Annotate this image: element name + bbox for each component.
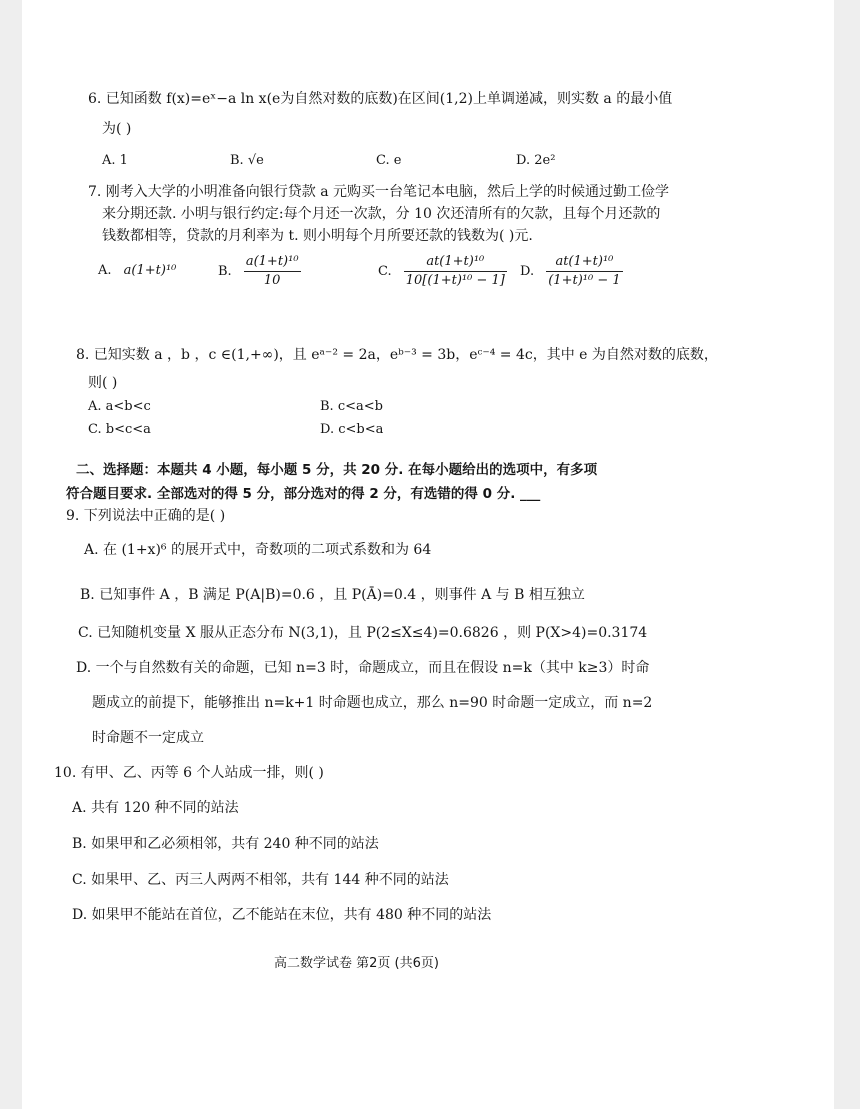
q9-stem: 9. 下列说法中正确的是( ) [66,508,226,524]
q7-option-c [378,253,507,290]
q7-option-a [98,262,176,280]
q8-option-b: B. c<a<b [320,399,383,414]
q7-option-b-numerator: a(1+t)¹⁰ [244,253,301,272]
q10-option-a: A. 共有 120 种不同的站法 [72,800,239,816]
q8-option-d: D. c<b<a [320,422,384,437]
q6-line1: 6. 已知函数 f(x)=eˣ−a ln x(e为自然对数的底数)在区间(1,2)上单调递减，则实数 a 的最小值 [88,91,673,107]
q8-line2: 则( ) [88,375,118,391]
q9-option-d-line1: D. 一个与自然数有关的命题，已知 n=3 时，命题成立，而且在假设 n=k（其中 k≥3）时命 [76,660,650,676]
q7-option-b-label: B. [218,264,232,279]
q10-stem: 10. 有甲、乙、丙等 6 个人站成一排，则( ) [54,765,324,781]
section2-line2: 符合题目要求. 全部选对的得 5 分，部分选对的得 2 分，有选错的得 0 分. ___ [66,486,541,502]
q7-option-c-denominator: 10[(1+t)¹⁰ − 1] [405,273,505,288]
q7-option-a-label: A. [98,263,112,278]
q7-option-d [520,253,623,290]
q8-option-c: C. b<c<a [88,422,151,437]
q7-option-c-label: C. [378,264,392,279]
q9-option-a: A. 在 (1+x)⁶ 的展开式中，奇数项的二项式系数和为 64 [84,542,432,558]
page-footer: 高二数学试卷 第2页 (共6页) [274,956,439,971]
q10-option-b: B. 如果甲和乙必须相邻，共有 240 种不同的站法 [72,836,379,852]
section2-line1: 二、选择题：本题共 4 小题，每小题 5 分，共 20 分. 在每小题给出的选项中，有多项 [76,462,598,478]
q7-option-d-label: D. [520,264,535,279]
q7-option-b [218,253,301,290]
q7-option-c-fraction [404,253,507,290]
q8-line1: 8. 已知实数 a ，b ，c ∈(1,+∞)，且 eᵃ⁻² = 2a，eᵇ⁻³ = 3b，eᶜ⁻⁴ = 4c，其中 e 为自然对数的底数， [76,347,718,363]
q6-line2: 为( ) [102,121,132,137]
q7-line3: 钱数都相等，贷款的月利率为 t. 则小明每个月所要还款的钱数为( )元. [102,228,533,244]
q7-option-b-fraction [244,253,301,290]
q7-line1: 7. 刚考入大学的小明准备向银行贷款 a 元购买一台笔记本电脑，然后上学的时候通过勤工俭学 [88,184,670,200]
q9-option-d-line2: 题成立的前提下，能够推出 n=k+1 时命题也成立，那么 n=90 时命题一定成立，而 n=2 [92,695,653,711]
exam-page [22,0,834,1109]
q7-line2: 来分期还款. 小明与银行约定:每个月还一次款，分 10 次还清所有的欠款，且每个月还款的 [102,206,661,222]
q7-option-d-fraction [546,253,622,290]
q8-option-a: A. a<b<c [88,399,151,414]
q10-option-d: D. 如果甲不能站在首位，乙不能站在末位，共有 480 种不同的站法 [72,907,492,923]
q9-option-d-line3: 时命题不一定成立 [92,730,204,746]
q6-option-c: C. e [376,153,402,168]
q7-option-d-denominator: (1+t)¹⁰ − 1 [548,273,621,288]
q7-option-a-expr: a(1+t)¹⁰ [123,263,177,278]
q10-option-c: C. 如果甲、乙、丙三人两两不相邻，共有 144 种不同的站法 [72,872,449,888]
q6-option-b: B. √e [230,153,264,168]
q7-option-b-denominator: 10 [263,273,281,288]
q6-option-a: A. 1 [102,153,128,168]
q7-option-c-numerator: at(1+t)¹⁰ [404,253,507,272]
q9-option-c: C. 已知随机变量 X 服从正态分布 N(3,1)，且 P(2≤X≤4)=0.6826 ，则 P(X>4)=0.3174 [78,625,648,641]
q6-option-d: D. 2e² [516,153,556,168]
q9-option-b: B. 已知事件 A ，B 满足 P(A|B)=0.6 ，且 P(Ā)=0.4 ，则事件 A 与 B 相互独立 [80,587,585,603]
q7-option-d-numerator: at(1+t)¹⁰ [546,253,622,272]
